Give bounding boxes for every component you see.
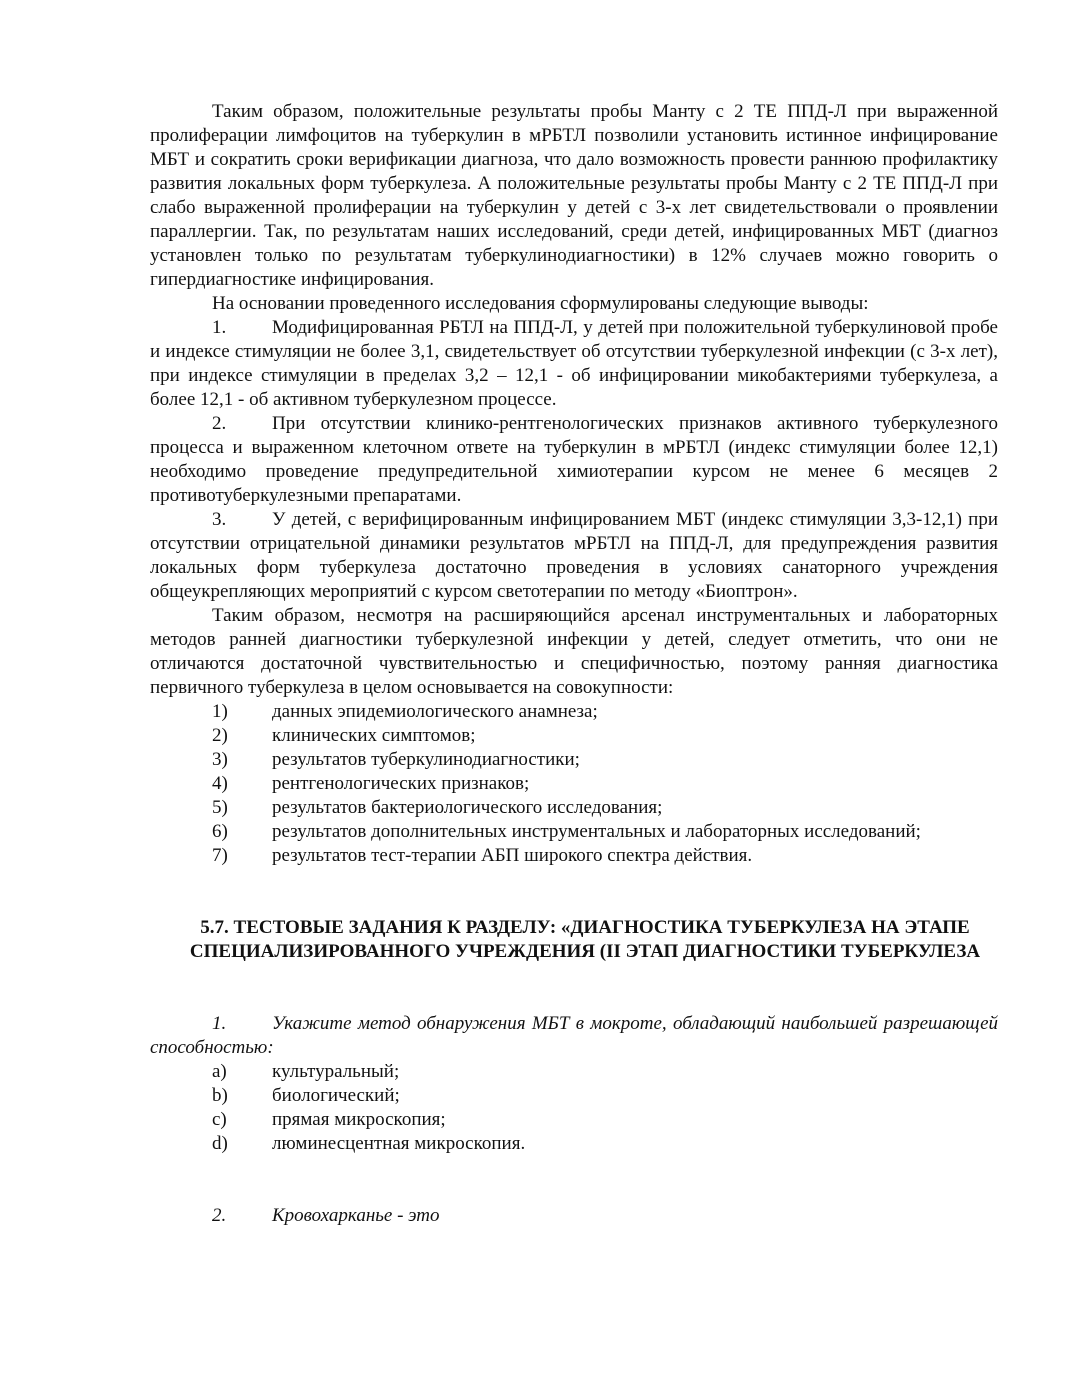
option-letter: a) <box>212 1061 227 1082</box>
list-marker: 3) <box>212 749 228 770</box>
list-text: результатов туберкулинодиагностики; <box>272 749 580 770</box>
list-marker: 1) <box>212 701 228 722</box>
option-text: культуральный; <box>272 1061 400 1082</box>
conclusion-number: 3. <box>212 509 227 530</box>
conclusion-item <box>150 508 998 604</box>
list-item <box>150 748 998 772</box>
question-1-options <box>150 1060 998 1156</box>
question-text: Кровохарканье - это <box>272 1205 440 1226</box>
question-text: Укажите метод обнаружения МБТ в мокроте, обладающий наибольшей разрешающей способностью: <box>150 1013 998 1058</box>
question-1 <box>150 1012 998 1060</box>
section-heading: 5.7. ТЕСТОВЫЕ ЗАДАНИЯ К РАЗДЕЛУ: «ДИАГНОСТИКА ТУБЕРКУЛЕЗА НА ЭТАПЕ СПЕЦИАЛИЗИРОВАННОГО УЧРЕЖДЕНИЯ (II ЭТАП ДИАГНОСТИКИ ТУБЕРКУЛЕЗА <box>189 917 981 962</box>
conclusion-number: 2. <box>212 413 227 434</box>
list-item <box>150 796 998 820</box>
option-letter: d) <box>212 1133 228 1154</box>
intro-paragraph: Таким образом, положительные результаты пробы Манту с 2 ТЕ ППД-Л при выраженной пролиферации лимфоцитов на туберкулин в мРБТЛ позволили установить истинное инфицирование МБТ и сократить сроки верификации диагноза, что дало возможность провести раннюю профилактику развития локальных форм туберкулеза. А положительные результаты пробы Манту с 2 ТЕ ППД-Л при слабо выраженной пролиферации на туберкулин у детей с 3-х лет свидетельствовали о проявлении параллергии. Так, по результатам наших исследований, среди детей, инфицированных МБТ (диагноз установлен только по результатам туберкулинодиагностики) в 12% случаев можно говорить о гипердиагностике инфицирования. <box>150 101 998 290</box>
conclusions-lead: На основании проведенного исследования сформулированы следующие выводы: <box>212 293 869 314</box>
list-text: клинических симптомов; <box>272 725 476 746</box>
list-marker: 2) <box>212 725 228 746</box>
summary-paragraph: Таким образом, несмотря на расширяющийся арсенал инструментальных и лабораторных методов ранней диагностики туберкулезной инфекции у детей, следует отметить, что они не отличаются достаточной чувствительностью и специфичностью, поэтому ранняя диагностика первичного туберкулеза в целом основывается на совокупности: <box>150 605 998 698</box>
list-text: результатов тест-терапии АБП широкого спектра действия. <box>272 845 753 866</box>
list-marker: 7) <box>212 845 228 866</box>
list-text: данных эпидемиологического анамнеза; <box>272 701 598 722</box>
conclusion-text: У детей, с верифицированным инфицированием МБТ (индекс стимуляции 3,3-12,1) при отсутствии отрицательной динамики результатов мРБТЛ на ППД-Л, для предупреждения развития локальных форм туберкулеза достаточно проведения в условиях санаторного учреждения общеукрепляющих мероприятий с курсом светотерапии по методу «Биоптрон». <box>150 509 998 602</box>
conclusion-text: При отсутствии клинико-рентгенологических признаков активного туберкулезного процесса и выраженном клеточном ответе на туберкулин в мРБТЛ (индекс стимуляции более 12,1) необходимо проведение предупредительной химиотерапии курсом не менее 6 месяцев 2 противотуберкулезными препаратами. <box>150 413 998 506</box>
option-letter: c) <box>212 1109 227 1130</box>
list-marker: 6) <box>212 821 228 842</box>
option-item <box>150 1132 998 1156</box>
option-text: биологический; <box>272 1085 400 1106</box>
list-item <box>150 700 998 724</box>
option-item <box>150 1108 998 1132</box>
option-item <box>150 1060 998 1084</box>
components-list <box>150 700 998 868</box>
list-item <box>150 820 998 844</box>
list-item <box>150 724 998 748</box>
list-text: результатов дополнительных инструментальных и лабораторных исследований; <box>272 821 921 842</box>
list-marker: 4) <box>212 773 228 794</box>
option-letter: b) <box>212 1085 228 1106</box>
conclusion-text: Модифицированная РБТЛ на ППД-Л, у детей при положительной туберкулиновой пробе и индексе стимуляции не более 3,1, свидетельствует об отсутствии туберкулезной инфекции (с 3-х лет), при индексе стимуляции в пределах 3,2 – 12,1 - об инфицировании микобактериями туберкулеза, а более 12,1 - об активном туберкулезном процессе. <box>150 317 998 410</box>
question-number: 2. <box>212 1205 227 1226</box>
option-item <box>150 1084 998 1108</box>
document-page <box>150 100 998 1228</box>
question-number: 1. <box>212 1013 227 1034</box>
conclusion-item <box>150 412 998 508</box>
option-text: прямая микроскопия; <box>272 1109 446 1130</box>
list-item <box>150 772 998 796</box>
list-marker: 5) <box>212 797 228 818</box>
list-item <box>150 844 998 868</box>
list-text: рентгенологических признаков; <box>272 773 530 794</box>
conclusion-item <box>150 316 998 412</box>
list-text: результатов бактериологического исследования; <box>272 797 663 818</box>
option-text: люминесцентная микроскопия. <box>272 1133 526 1154</box>
conclusion-number: 1. <box>212 317 227 338</box>
question-2 <box>150 1204 998 1228</box>
